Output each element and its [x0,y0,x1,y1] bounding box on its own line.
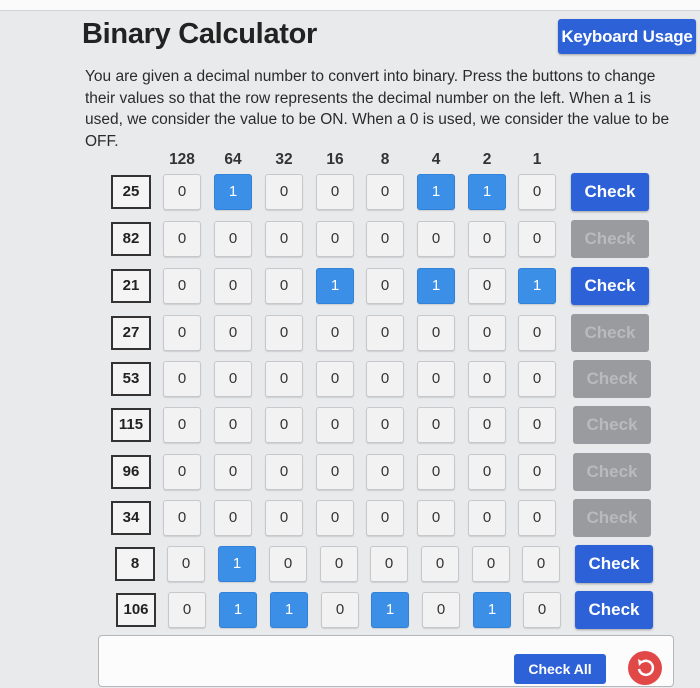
bit-toggle-button[interactable]: 0 [163,174,201,210]
bit-toggle-button[interactable]: 0 [468,407,506,443]
check-button[interactable]: Check [573,406,651,444]
check-button[interactable]: Check [571,314,649,352]
bit-toggle-button[interactable]: 0 [269,546,307,582]
check-button[interactable]: Check [575,591,653,629]
check-button[interactable]: Check [571,173,649,211]
bit-toggle-button[interactable]: 0 [163,454,201,490]
bit-header-2: 32 [275,151,293,168]
bit-toggle-button[interactable]: 0 [523,592,561,628]
bit-toggle-button[interactable]: 0 [265,268,303,304]
bit-toggle-button[interactable]: 0 [163,221,201,257]
bit-toggle-button[interactable]: 0 [417,407,455,443]
bit-toggle-button[interactable]: 0 [316,174,354,210]
bit-toggle-button[interactable]: 0 [518,454,556,490]
bit-toggle-button[interactable]: 0 [214,361,252,397]
bit-toggle-button[interactable]: 0 [265,500,303,536]
bit-toggle-button[interactable]: 0 [417,454,455,490]
check-button[interactable]: Check [573,453,651,491]
bit-toggle-button[interactable]: 0 [366,407,404,443]
bit-header-6: 2 [482,151,492,168]
bit-toggle-button[interactable]: 0 [163,361,201,397]
instructions-text: You are given a decimal number to convert into binary. Press the buttons to change their values so that the row represents the decimal number on the left. When a 1 is used, we consider the value to be ON. When a 0 is used, we consider the value to be OFF. [85,68,670,150]
bit-toggle-button[interactable]: 0 [468,315,506,351]
bit-toggle-button[interactable]: 0 [214,454,252,490]
bit-toggle-button[interactable]: 1 [518,268,556,304]
bit-toggle-button[interactable]: 0 [168,592,206,628]
bit-toggle-button[interactable]: 0 [421,546,459,582]
bit-toggle-button[interactable]: 0 [316,221,354,257]
bit-toggle-button[interactable]: 0 [468,500,506,536]
bit-toggle-button[interactable]: 1 [270,592,308,628]
bit-header-0: 128 [169,151,195,168]
bit-toggle-button[interactable]: 0 [163,500,201,536]
decimal-number: 8 [115,547,155,581]
bit-toggle-button[interactable]: 0 [518,221,556,257]
bit-toggle-button[interactable]: 1 [473,592,511,628]
bit-toggle-button[interactable]: 1 [371,592,409,628]
bit-toggle-button[interactable]: 0 [214,407,252,443]
decimal-number: 25 [111,175,151,209]
bit-toggle-button[interactable]: 0 [316,361,354,397]
decimal-number: 53 [111,362,151,396]
decimal-number: 82 [111,222,151,256]
bit-toggle-button[interactable]: 0 [265,361,303,397]
keyboard-usage-button[interactable]: Keyboard Usage [558,19,696,54]
bit-header-4: 8 [380,151,390,168]
bit-toggle-button[interactable]: 1 [218,546,256,582]
bit-toggle-button[interactable]: 0 [468,361,506,397]
bit-toggle-button[interactable]: 0 [321,592,359,628]
top-band [0,0,700,11]
bit-toggle-button[interactable]: 0 [468,454,506,490]
bit-toggle-button[interactable]: 0 [417,361,455,397]
bit-toggle-button[interactable]: 0 [518,315,556,351]
decimal-number: 106 [116,593,156,627]
check-all-button[interactable]: Check All [514,654,606,684]
bit-toggle-button[interactable]: 0 [468,268,506,304]
decimal-number: 34 [111,501,151,535]
bit-toggle-button[interactable]: 1 [316,268,354,304]
check-button[interactable]: Check [571,267,649,305]
bit-toggle-button[interactable]: 0 [320,546,358,582]
bit-toggle-button[interactable]: 0 [214,500,252,536]
bit-toggle-button[interactable]: 0 [265,174,303,210]
bit-toggle-button[interactable]: 0 [366,221,404,257]
bit-toggle-button[interactable]: 0 [265,454,303,490]
bit-toggle-button[interactable]: 0 [472,546,510,582]
bit-toggle-button[interactable]: 0 [316,407,354,443]
bit-toggle-button[interactable]: 0 [370,546,408,582]
bit-toggle-button[interactable]: 1 [219,592,257,628]
bit-toggle-button[interactable]: 0 [163,315,201,351]
bit-toggle-button[interactable]: 0 [214,268,252,304]
bit-toggle-button[interactable]: 0 [366,361,404,397]
bit-toggle-button[interactable]: 0 [265,315,303,351]
bit-toggle-button[interactable]: 0 [518,174,556,210]
bit-toggle-button[interactable]: 0 [417,221,455,257]
bit-toggle-button[interactable]: 0 [316,315,354,351]
bit-header-1: 64 [224,151,242,168]
bit-header-5: 4 [431,151,441,168]
bit-toggle-button[interactable]: 0 [518,500,556,536]
bit-toggle-button[interactable]: 0 [163,407,201,443]
bit-toggle-button[interactable]: 0 [518,407,556,443]
bit-toggle-button[interactable]: 0 [366,454,404,490]
bit-header-3: 16 [326,151,344,168]
bit-toggle-button[interactable]: 0 [522,546,560,582]
decimal-number: 27 [111,316,151,350]
bit-toggle-button[interactable]: 0 [214,221,252,257]
bit-toggle-button[interactable]: 0 [316,454,354,490]
bit-toggle-button[interactable]: 0 [417,500,455,536]
bit-toggle-button[interactable]: 1 [417,174,455,210]
decimal-number: 96 [111,455,151,489]
bit-toggle-button[interactable]: 0 [265,221,303,257]
bit-toggle-button[interactable]: 1 [468,174,506,210]
check-button[interactable]: Check [571,220,649,258]
bit-header-7: 1 [532,151,542,168]
page-title: Binary Calculator [82,18,318,50]
bit-toggle-button[interactable]: 0 [366,500,404,536]
bit-toggle-button[interactable]: 0 [366,315,404,351]
bit-toggle-button[interactable]: 0 [366,268,404,304]
reset-icon [628,651,662,685]
bit-toggle-button[interactable]: 0 [518,361,556,397]
bit-toggle-button[interactable]: 0 [214,315,252,351]
bit-toggle-button[interactable]: 0 [316,500,354,536]
decimal-number: 21 [111,269,151,303]
bit-toggle-button[interactable]: 0 [366,174,404,210]
bit-toggle-button[interactable]: 0 [163,268,201,304]
bit-toggle-button[interactable]: 0 [422,592,460,628]
decimal-number: 115 [111,408,151,442]
bit-toggle-button[interactable]: 0 [417,315,455,351]
bit-toggle-button[interactable]: 0 [167,546,205,582]
check-button[interactable]: Check [573,499,651,537]
bit-toggle-button[interactable]: 1 [214,174,252,210]
check-button[interactable]: Check [573,360,651,398]
reset-button[interactable] [628,651,662,685]
bit-toggle-button[interactable]: 0 [468,221,506,257]
bit-toggle-button[interactable]: 0 [265,407,303,443]
check-button[interactable]: Check [575,545,653,583]
bit-toggle-button[interactable]: 1 [417,268,455,304]
